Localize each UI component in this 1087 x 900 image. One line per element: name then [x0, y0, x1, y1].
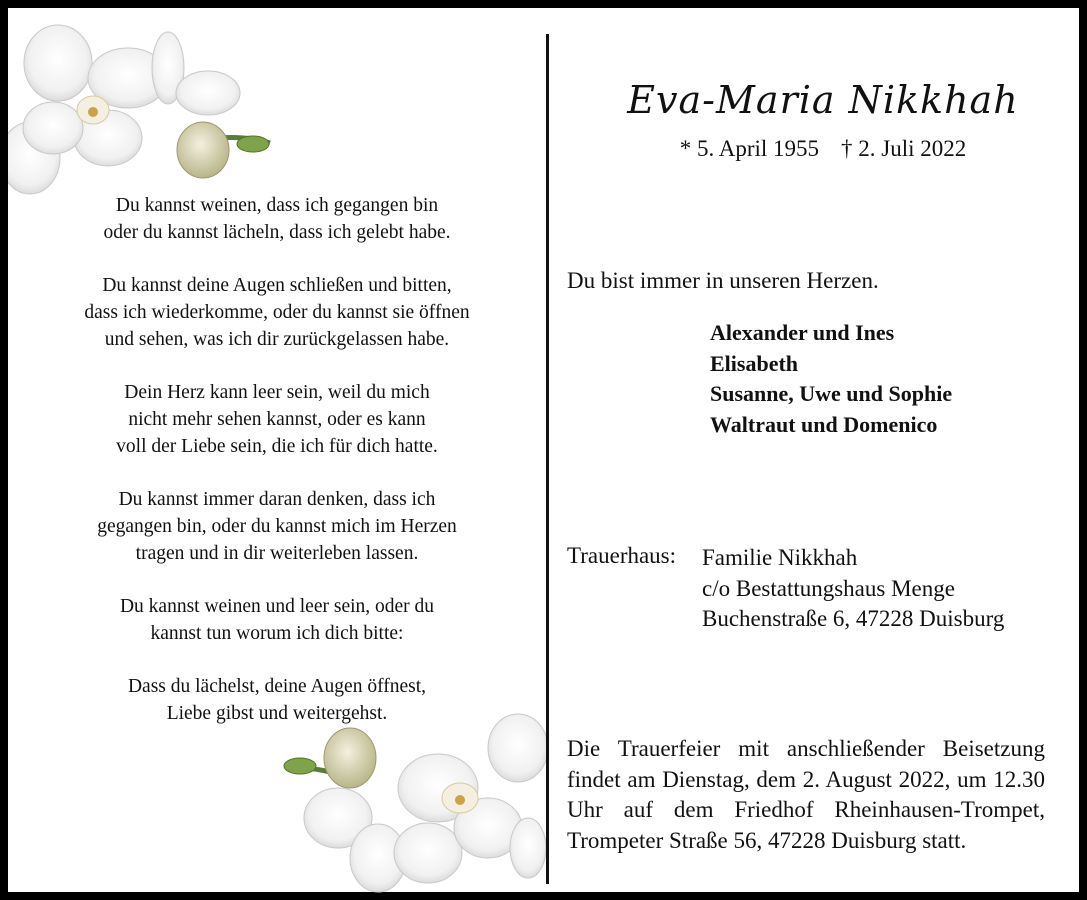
- poem-line: Dass du lächelst, deine Augen öffnest,: [127, 676, 427, 697]
- poem-line: nicht mehr sehen kannst, oder es kann: [128, 409, 426, 430]
- address-line: Familie Nikkhah: [702, 545, 858, 570]
- poem-stanza: [16, 379, 538, 460]
- address-line: Buchenstraße 6, 47228 Duisburg: [702, 606, 1005, 631]
- poem-line: Du kannst weinen und leer sein, oder du: [119, 596, 435, 617]
- funeral-service-text: Die Trauerfeier mit anschließender Beisetzung findet am Dienstag, dem 2. August 2022, um 12.30 Uhr auf dem Friedhof Rheinhausen-Trompet, Trompeter Straße 56, 47228 Duisburg statt.: [567, 736, 1045, 853]
- poem: [16, 192, 538, 753]
- poem-line: Du kannst immer daran denken, dass ich: [118, 489, 436, 510]
- family-member: Waltraut und Domenico: [710, 411, 938, 437]
- family-member: Alexander und Ines: [710, 320, 895, 345]
- poem-line: Du kannst weinen, dass ich gegangen bin: [115, 195, 439, 216]
- address-line: c/o Bestattungshaus Menge: [702, 575, 955, 601]
- poem-line: oder du kannst lächeln, dass ich gelebt habe.: [103, 222, 451, 243]
- poem-stanza: [16, 673, 538, 727]
- poem-line: gegangen bin, oder du kannst mich im Herzen: [97, 516, 457, 537]
- death-date: † 2. Juli 2022: [841, 136, 967, 161]
- poem-line: und sehen, was ich dir zurückgelassen habe.: [104, 329, 450, 350]
- poem-stanza: [16, 272, 538, 353]
- poem-stanza: [16, 593, 538, 647]
- poem-line: dass ich wiederkomme, oder du kannst sie öffnen: [84, 302, 470, 323]
- life-dates: [568, 136, 1078, 162]
- family-member: Susanne, Uwe und Sophie: [710, 381, 953, 406]
- poem-line: kannst tun worum ich dich bitte:: [150, 623, 404, 644]
- poem-stanza: [16, 486, 538, 567]
- orchid-top-icon: [8, 8, 278, 198]
- deceased-name: Eva-Maria Nikkhah: [627, 78, 1019, 122]
- poem-line: Du kannst deine Augen schließen und bitten,: [102, 275, 452, 296]
- poem-line: tragen und in dir weiterleben lassen.: [135, 543, 419, 564]
- birth-date: * 5. April 1955: [679, 136, 820, 161]
- mourning-house-address: [702, 543, 1004, 635]
- mourning-house-label: Trauerhaus:: [567, 543, 677, 568]
- poem-stanza: [16, 192, 538, 246]
- column-divider: [546, 34, 549, 884]
- poem-line: voll der Liebe sein, die ich für dich hatte.: [116, 436, 438, 457]
- family-list: [710, 318, 952, 440]
- poem-line: Dein Herz kann leer sein, weil du mich: [124, 382, 430, 403]
- poem-line: Liebe gibst und weitergehst.: [166, 703, 388, 724]
- family-member: Elisabeth: [710, 350, 799, 376]
- dedication-line: Du bist immer in unseren Herzen.: [567, 268, 879, 293]
